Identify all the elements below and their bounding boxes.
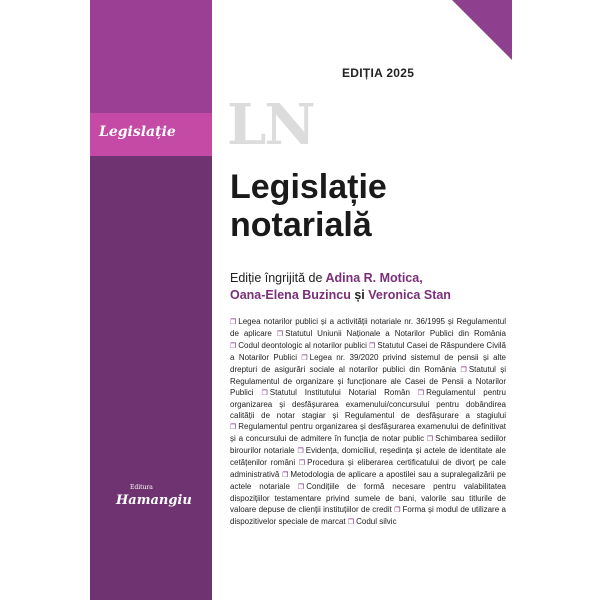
bullet-box-icon: ❐ (261, 390, 268, 397)
contents-item-text: Statutul Casei de Răspundere Civilă a Notarilor Publici (230, 341, 506, 362)
contents-item-text: Codul deontologic al notarilor publici (238, 341, 367, 350)
spine-label: Legislație (99, 124, 176, 140)
title-line-1: Legislație (230, 168, 387, 206)
contents-item-text: Evidența, domiciliul, reședința și actele de identitate ale cetățenilor români (230, 446, 506, 467)
contents-item-text: Statutul Institutului Notarial Român (269, 388, 410, 397)
bullet-box-icon: ❐ (394, 507, 401, 514)
contents-item (348, 517, 397, 526)
editors-conjunction: și (354, 288, 365, 302)
contents-item (230, 341, 367, 350)
editors-block (230, 270, 451, 304)
contents-item-text: Legea notarilor publici și a activității notariale nr. 36/1995 și Regulamentul de aplicare (230, 317, 506, 338)
editor-name-3: Veronica Stan (368, 288, 451, 302)
contents-item-text: Procedura și eliberarea certificatului de divorț pe cale administrativă (230, 458, 506, 479)
bullet-box-icon: ❐ (230, 424, 237, 431)
title-line-2: notarială (230, 206, 372, 244)
bullet-box-icon: ❐ (282, 472, 289, 479)
book-cover (90, 0, 512, 600)
corner-accent (452, 0, 512, 60)
contents-item (261, 388, 409, 397)
spine-top-block (90, 0, 212, 113)
bullet-box-icon: ❐ (297, 484, 305, 491)
edition-label: EDIȚIA 2025 (342, 66, 415, 80)
contents-item-text: Statutul Uniunii Naționale a Notarilor Publici din România (285, 329, 506, 338)
publisher-name: Hamangiu (116, 493, 192, 508)
bullet-box-icon: ❐ (347, 519, 355, 526)
bullet-box-icon: ❐ (298, 460, 306, 467)
bullet-box-icon: ❐ (417, 390, 425, 397)
series-monogram: LN (227, 92, 314, 158)
contents-item (277, 329, 506, 338)
contents-item-text: Condițiile de formă necesare pentru valabilitatea dispozițiilor testamentare privind sumele de bani, valorile sau titlurile de valoare depuse de clienții instituțiilor de credit (230, 482, 506, 514)
contents-item-text: Legea nr. 39/2020 privind sistemul de pensii și alte drepturi de asigurări sociale al notarilor publici din România (230, 353, 506, 374)
contents-item-text: Regulamentul pentru organizarea și desfășurarea examenului de definitivat și a concursului de admitere în funcția de notar public (230, 422, 506, 443)
book-title (230, 168, 387, 244)
bullet-box-icon: ❐ (276, 331, 284, 338)
bullet-box-icon: ❐ (301, 355, 308, 362)
contents-list (230, 316, 506, 528)
contents-item-text: Metodologia de aplicare a apostilei sau a supralegalizării pe actele notariale (230, 470, 506, 491)
bullet-box-icon: ❐ (426, 436, 434, 443)
bullet-box-icon: ❐ (460, 367, 467, 374)
contents-item-text: Regulamentul pentru organizarea și desfășurarea examenului/concursului pentru dobândirea calității de notar stagiar și Regulamentul de desfășurare a stagiului (230, 388, 506, 420)
bullet-box-icon: ❐ (230, 319, 237, 326)
bullet-box-icon: ❐ (230, 343, 237, 350)
bullet-box-icon: ❐ (297, 448, 304, 455)
contents-item-text: Codul silvic (356, 517, 397, 526)
editor-name-1: Adina R. Motica, (325, 271, 423, 285)
contents-item-text: Forma și modul de utilizare a dispozitivelor speciale de marcat (230, 505, 506, 526)
contents-item-text: Statutul și Regulamentul de organizare și funcționare ale Casei de Pensii a Notarilor Publici (230, 365, 506, 397)
publisher-logo (116, 484, 192, 509)
contents-item-text: Schimbarea sediilor birourilor notariale (230, 434, 506, 455)
bullet-box-icon: ❐ (369, 343, 376, 350)
editor-name-2: Oana-Elena Buzincu (230, 288, 351, 302)
editors-prefix: Ediție îngrijită de (230, 271, 323, 285)
publisher-prefix: Editura (130, 484, 153, 491)
